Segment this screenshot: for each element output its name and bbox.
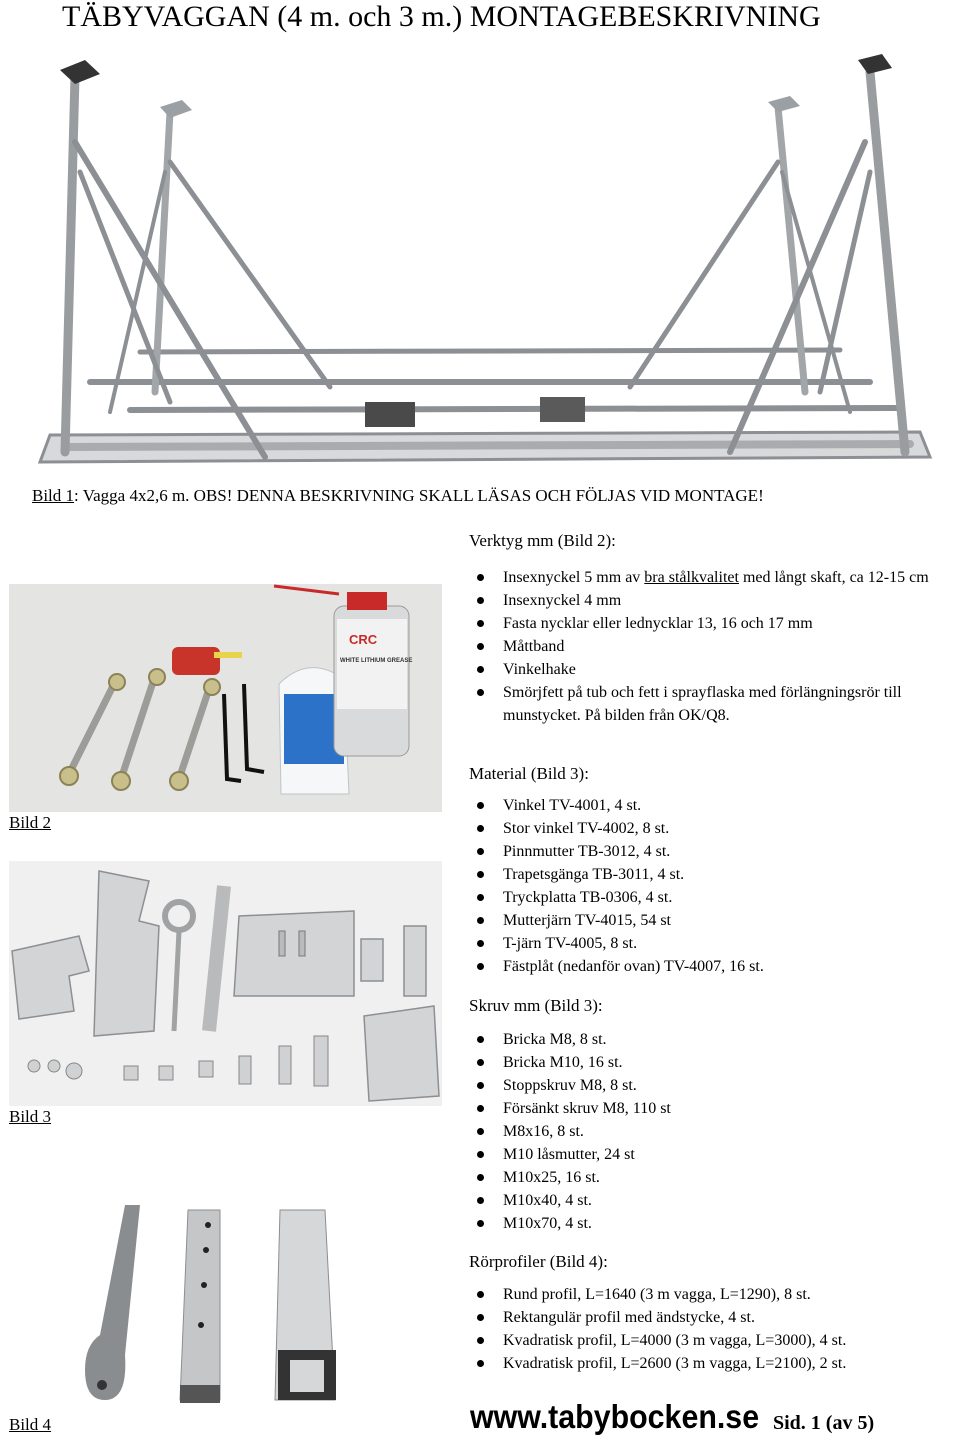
list-item: Tryckplatta TB-0306, 4 st. [469, 886, 959, 909]
profiles-heading: Rörprofiler (Bild 4): [469, 1252, 608, 1271]
list-item: Bricka M10, 16 st. [469, 1051, 959, 1074]
profiles-photo [80, 1205, 365, 1407]
figure1-text: : Vagga 4x2,6 m. OBS! DENNA BESKRIVNING SKALL LÄSAS OCH FÖLJAS VID MONTAGE! [74, 486, 764, 505]
list-item: M10x70, 4 st. [469, 1212, 959, 1235]
screws-list [469, 1028, 959, 1235]
list-item: Rund profil, L=1640 (3 m vagga, L=1290), 8 st. [469, 1283, 959, 1306]
list-item: Bricka M8, 8 st. [469, 1028, 959, 1051]
list-item: M10x40, 4 st. [469, 1189, 959, 1212]
quality-note: bra stålkvalitet [644, 569, 739, 586]
list-item: Rektangulär profil med ändstycke, 4 st. [469, 1306, 959, 1329]
list-item: Smörjfett på tub och fett i sprayflaska med förlängningsrör till munstycket. På bilden från OK/Q8. [469, 681, 959, 727]
list-item: Pinnmutter TB-3012, 4 st. [469, 840, 959, 863]
material-list [469, 794, 959, 978]
material-photo [9, 861, 442, 1106]
list-item: Stoppskruv M8, 8 st. [469, 1074, 959, 1097]
profiles-list [469, 1283, 959, 1375]
tools-list [469, 566, 959, 727]
list-item: Måttband [469, 635, 959, 658]
list-item: Insexnyckel 4 mm [469, 589, 959, 612]
tools-photo [9, 584, 442, 812]
list-item: Vinkelhake [469, 658, 959, 681]
screws-heading: Skruv mm (Bild 3): [469, 996, 603, 1015]
list-item: Mutterjärn TV-4015, 54 st [469, 909, 959, 932]
list-item: Kvadratisk profil, L=2600 (3 m vagga, L=2100), 2 st. [469, 1352, 959, 1375]
figure1-label: Bild 1 [32, 486, 75, 505]
list-item: Kvadratisk profil, L=4000 (3 m vagga, L=3000), 4 st. [469, 1329, 959, 1352]
list-item: M10 låsmutter, 24 st [469, 1143, 959, 1166]
list-item: Trapetsgänga TB-3011, 4 st. [469, 863, 959, 886]
cradle-photo [30, 52, 935, 477]
page-number: Sid. 1 (av 5) [773, 1412, 875, 1434]
page-title: TÄBYVAGGAN (4 m. och 3 m.) MONTAGEBESKRIVNING [62, 0, 821, 33]
material-heading: Material (Bild 3): [469, 764, 589, 783]
list-item: M8x16, 8 st. [469, 1120, 959, 1143]
list-item: M10x25, 16 st. [469, 1166, 959, 1189]
crc-product-text: WHITE LITHIUM GREASE [340, 658, 413, 664]
list-item: Fästplåt (nedanför ovan) TV-4007, 16 st. [469, 955, 959, 978]
crc-brand-text: CRC [349, 632, 378, 647]
bild4-label: Bild 4 [9, 1415, 52, 1434]
list-item: Vinkel TV-4001, 4 st. [469, 794, 959, 817]
website-link[interactable]: www.tabybocken.se [470, 1398, 760, 1435]
bild2-label: Bild 2 [9, 813, 52, 832]
list-item: Insexnyckel 5 mm av bra stålkvalitet med långt skaft, ca 12-15 cm [469, 566, 959, 589]
list-item: Fasta nycklar eller lednycklar 13, 16 och 17 mm [469, 612, 959, 635]
list-item: Försänkt skruv M8, 110 st [469, 1097, 959, 1120]
bild3-label: Bild 3 [9, 1107, 52, 1126]
tools-heading: Verktyg mm (Bild 2): [469, 531, 616, 550]
list-item: Stor vinkel TV-4002, 8 st. [469, 817, 959, 840]
figure1-caption [32, 486, 764, 506]
list-item: T-järn TV-4005, 8 st. [469, 932, 959, 955]
